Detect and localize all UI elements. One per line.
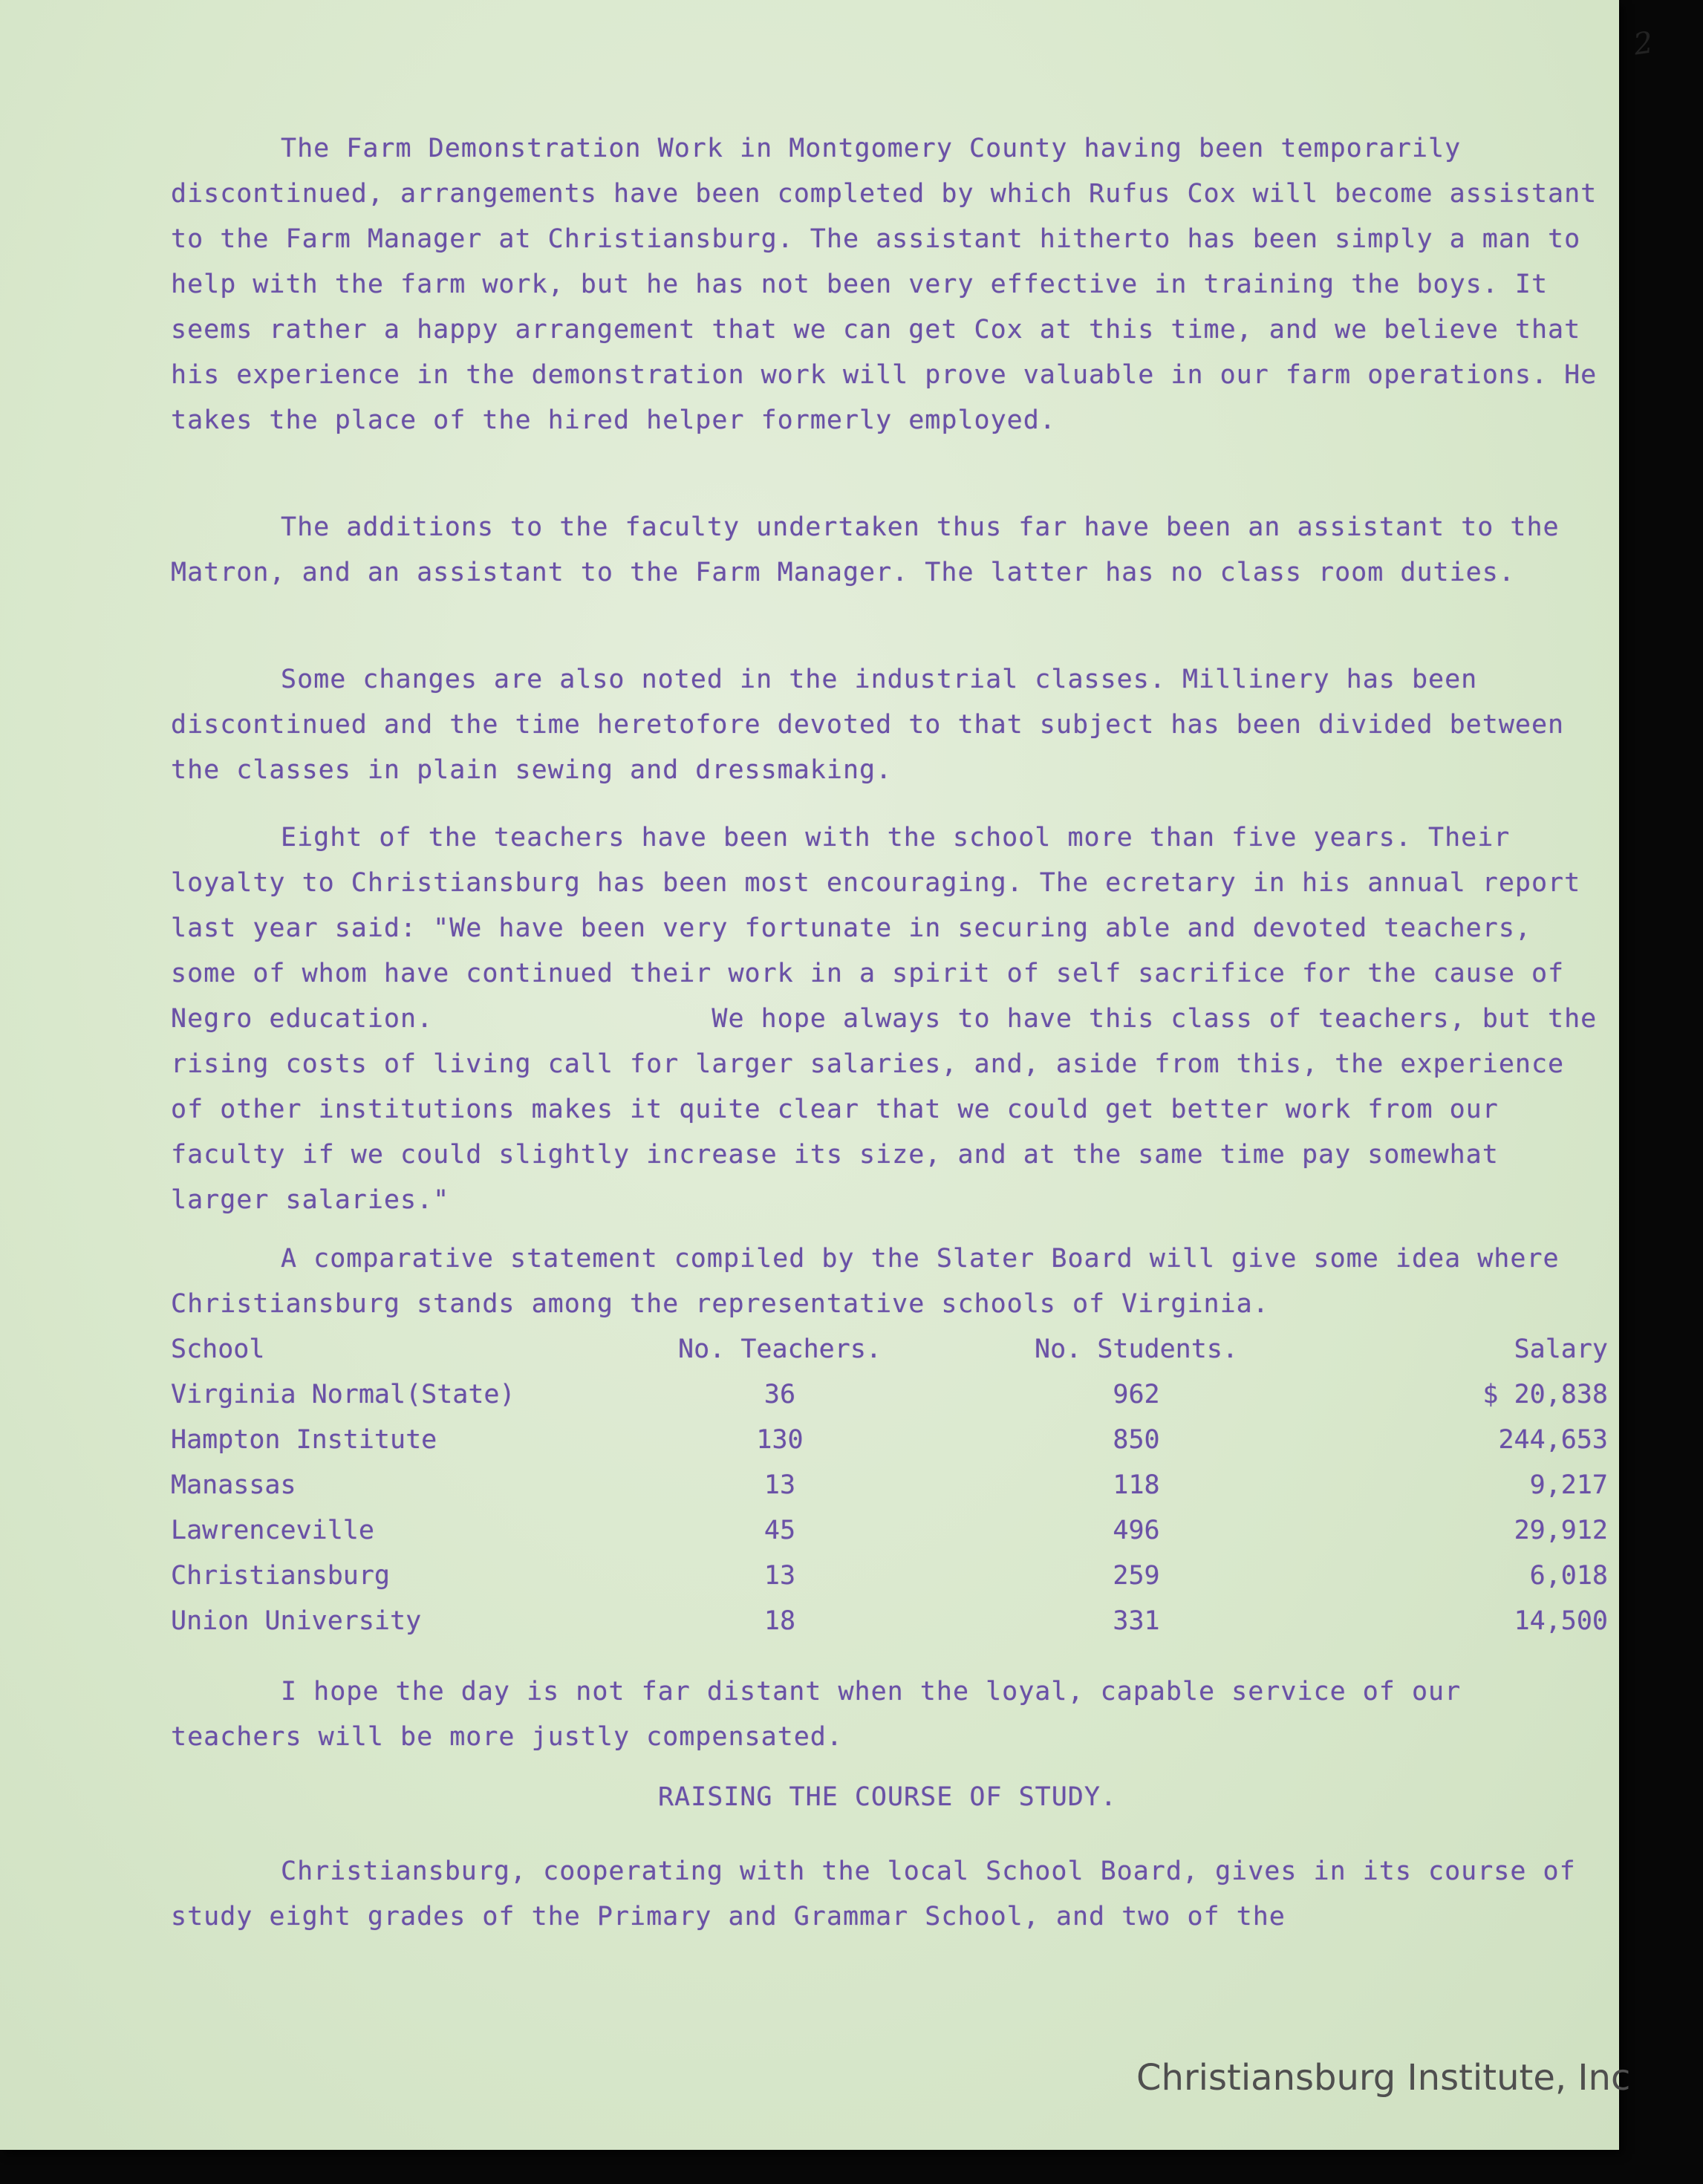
cell-students: 850 — [1113, 1424, 1160, 1455]
paragraph-compensation-hope: I hope the day is not far distant when the loyal, capable service of our teachers will be more justly compensated. — [171, 1677, 1478, 1752]
body-text-teachers — [171, 815, 1614, 1223]
paragraph-comparative-statement: A comparative statement compiled by the Slater Board will give some idea where Christiansburg stands among the representative schools of Virginia. — [171, 1244, 1576, 1319]
body-text-faculty — [171, 505, 1604, 596]
cell-students: 118 — [1113, 1470, 1160, 1500]
cell-school: Union University — [171, 1606, 422, 1636]
cell-teachers: 130 — [756, 1424, 804, 1455]
table-header-row — [171, 1326, 1608, 1372]
paragraph-course-of-study: Christiansburg, cooperating with the local School Board, gives in its course of study eight grades of the Primary and Grammar School, and two of the — [171, 1857, 1592, 1932]
cell-teachers: 13 — [763, 1560, 796, 1591]
paragraph-faculty-additions: The additions to the faculty undertaken thus far have been an assistant to the Matron, and an assistant to the Farm Manager. The latter has no class room duties. — [171, 512, 1576, 587]
paragraph-teacher-loyalty: Eight of the teachers have been with the school more than five years. Their loyalty to Christiansburg has been most encouraging. The ecretary in his annual report last year said: "We have been very fortunate in securing able and devoted teachers, some of whom have continued their work in a spirit of self sacrifice for the cause of Negro education. We hope always to have this class of teachers, but the rising costs of living call for larger salaries, and, aside from this, the experience of other institutions makes it quite clear that we could get better work from our faculty if we could slightly increase its size, and at the same time pay somewhat larger salaries." — [171, 823, 1614, 1215]
cell-teachers: 13 — [763, 1470, 796, 1500]
cell-school: Manassas — [171, 1470, 296, 1500]
cell-students: 331 — [1113, 1606, 1160, 1636]
cell-salary: $ 20,838 — [1482, 1379, 1608, 1409]
table-row — [171, 1417, 1608, 1462]
cell-teachers: 36 — [763, 1379, 796, 1409]
table-row — [171, 1553, 1608, 1598]
table-row — [171, 1598, 1608, 1643]
header-students: No. Students. — [1035, 1334, 1238, 1364]
cell-salary: 6,018 — [1529, 1560, 1608, 1591]
cell-students: 962 — [1113, 1379, 1160, 1409]
page-number: 2 — [1631, 25, 1655, 62]
cell-salary: 244,653 — [1498, 1424, 1608, 1455]
paragraph-industrial-classes: Some changes are also noted in the industrial classes. Millinery has been discontinued and the time heretofore devoted to that subject has been divided between the classes in plain sewing and dressmaking. — [171, 665, 1581, 785]
cell-teachers: 45 — [763, 1515, 796, 1545]
cell-salary: 29,912 — [1514, 1515, 1608, 1545]
table-row — [171, 1372, 1608, 1417]
body-text-industrial — [171, 657, 1604, 793]
body-text-course — [171, 1849, 1604, 1940]
table-row — [171, 1507, 1608, 1553]
cell-school: Hampton Institute — [171, 1424, 437, 1455]
cell-school: Lawrenceville — [171, 1515, 374, 1545]
body-text-closing — [171, 1669, 1604, 1760]
header-school: School — [171, 1334, 265, 1364]
cell-salary: 14,500 — [1514, 1606, 1608, 1636]
cell-students: 259 — [1113, 1560, 1160, 1591]
cell-school: Virginia Normal(State) — [171, 1379, 515, 1409]
salary-comparison-table — [171, 1326, 1608, 1643]
table-row — [171, 1462, 1608, 1507]
paragraph-farm-demonstration: The Farm Demonstration Work in Montgomery County having been temporarily discontinued, arrangements have been completed by which Rufus Cox will become assistant to the Farm Manager at Christiansburg. The assistant hitherto has been simply a man to help with the farm work, but he has not been very effective in training the boys. It seems rather a happy arrangement that we can get Cox at this time, and we believe that his experience in the demonstration work will prove valuable in our farm operations. He takes the place of the hired helper formerly employed. — [171, 134, 1614, 435]
body-text-comparative — [171, 1236, 1604, 1327]
cell-teachers: 18 — [763, 1606, 796, 1636]
cell-school: Christiansburg — [171, 1560, 391, 1591]
archive-watermark: Christiansburg Institute, Inc — [1136, 2057, 1631, 2099]
header-teachers: No. Teachers. — [678, 1334, 882, 1364]
cell-salary: 9,217 — [1529, 1470, 1608, 1500]
cell-students: 496 — [1113, 1515, 1160, 1545]
header-salary: Salary — [1514, 1334, 1608, 1364]
section-heading: RAISING THE COURSE OF STUDY. — [657, 1782, 1117, 1812]
body-text-top — [171, 126, 1614, 443]
